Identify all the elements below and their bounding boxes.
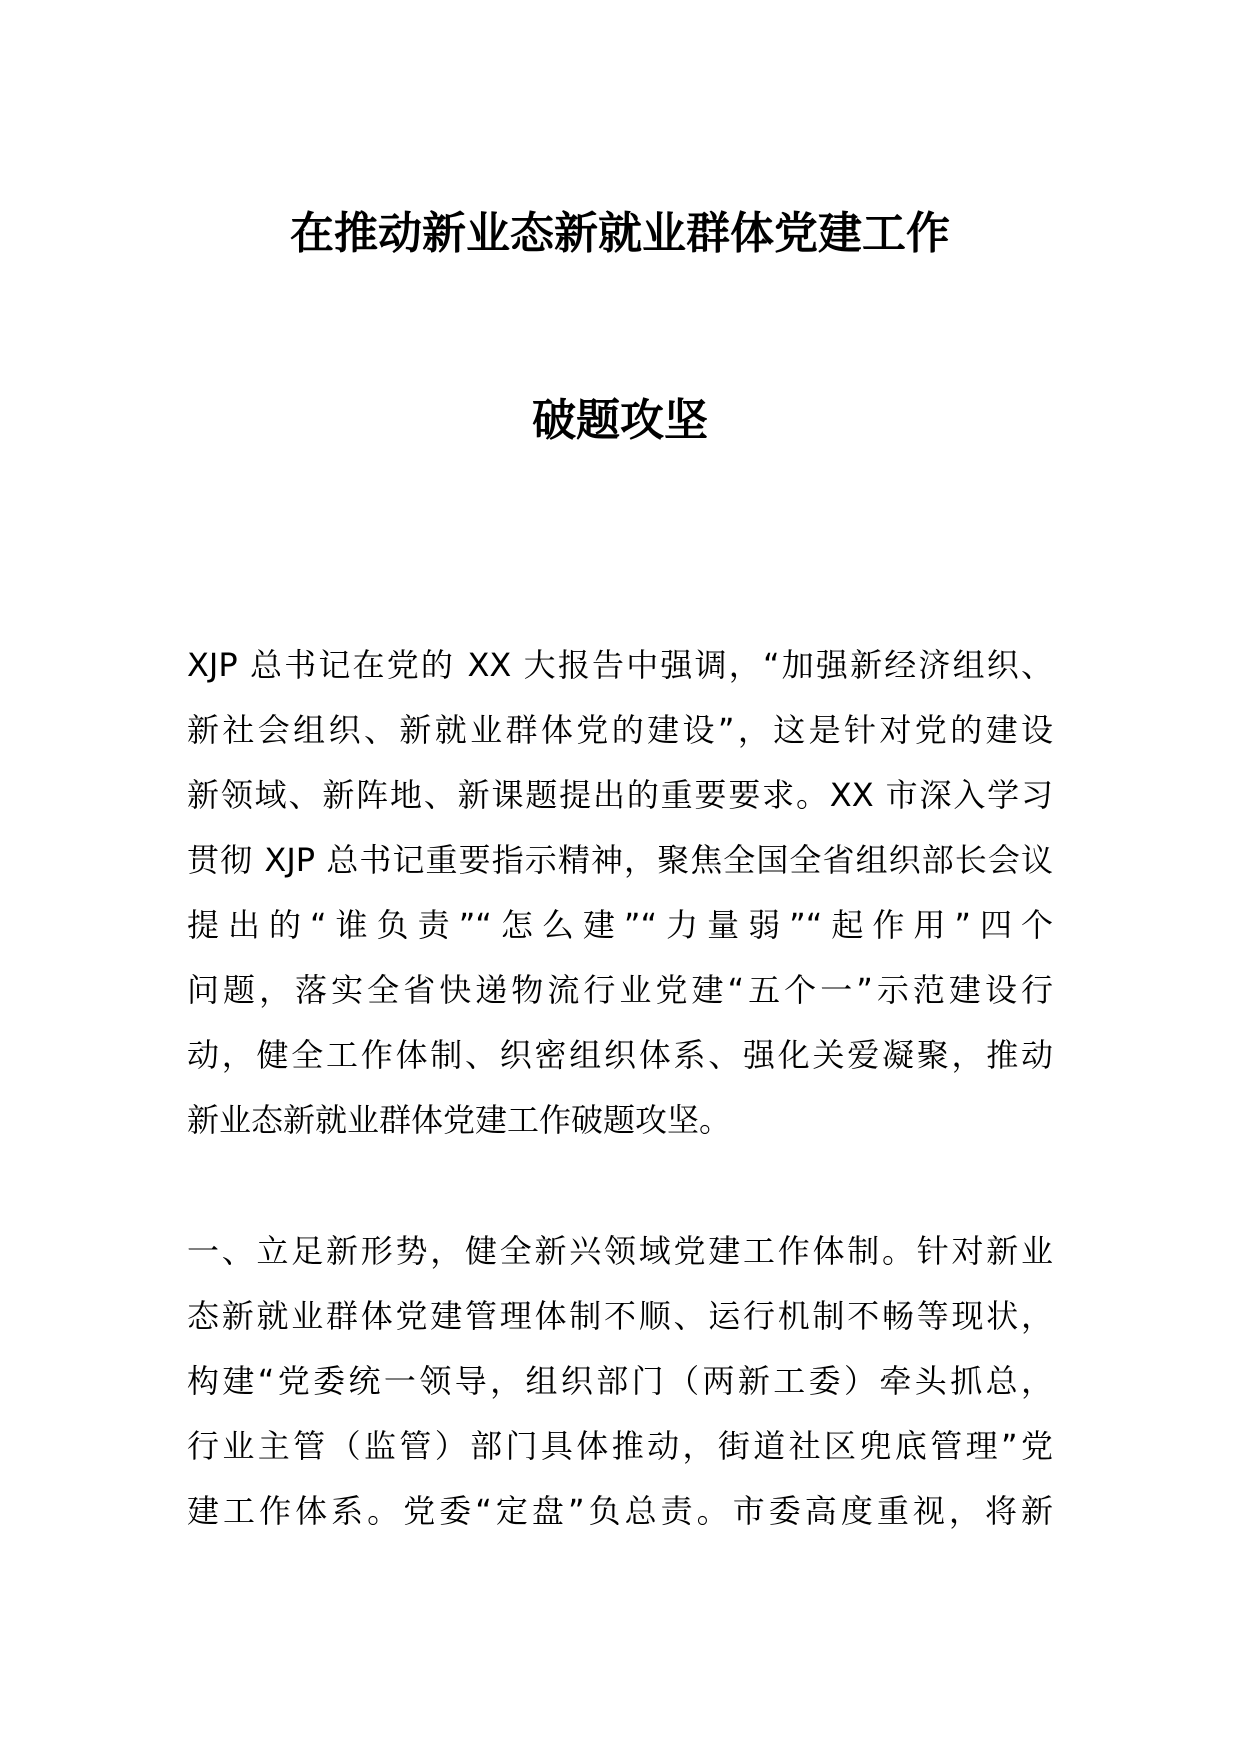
paragraph-line: 一、立足新形势，健全新兴领域党建工作体制。针对新业	[187, 1232, 1053, 1270]
paragraph-line: 新社会组织、新就业群体党的建设”，这是针对党的建设	[187, 711, 1053, 749]
paragraph-section-one	[187, 1219, 1053, 1544]
paragraph-line: 新业态新就业群体党建工作破题攻坚。	[187, 1101, 732, 1139]
paragraph-intro	[187, 633, 1053, 1153]
paragraph-line: 动，健全工作体制、织密组织体系、强化关爱凝聚，推动	[187, 1036, 1053, 1074]
paragraph-line: 建工作体系。党委“定盘”负总责。市委高度重视，将新	[187, 1492, 1053, 1530]
paragraph-line: 态新就业群体党建管理体制不顺、运行机制不畅等现状，	[187, 1297, 1053, 1335]
paragraph-line: XJP 总书记在党的 XX 大报告中强调，“加强新经济组织、	[187, 646, 1053, 684]
paragraph-line: 构建“党委统一领导，组织部门（两新工委）牵头抓总，	[187, 1362, 1053, 1400]
document-title-line-1: 在推动新业态新就业群体党建工作	[290, 208, 950, 259]
paragraph-line: 提出的“谁负责”“怎么建”“力量弱”“起作用”四个	[187, 906, 1053, 944]
paragraph-line: 贯彻 XJP 总书记重要指示精神，聚焦全国全省组织部长会议	[187, 841, 1053, 879]
document-title-line-2: 破题攻坚	[532, 395, 708, 446]
paragraph-line: 问题，落实全省快递物流行业党建“五个一”示范建设行	[187, 971, 1053, 1009]
paragraph-line: 新领域、新阵地、新课题提出的重要要求。XX 市深入学习	[187, 776, 1053, 814]
paragraph-line: 行业主管（监管）部门具体推动，街道社区兜底管理”党	[187, 1427, 1053, 1465]
